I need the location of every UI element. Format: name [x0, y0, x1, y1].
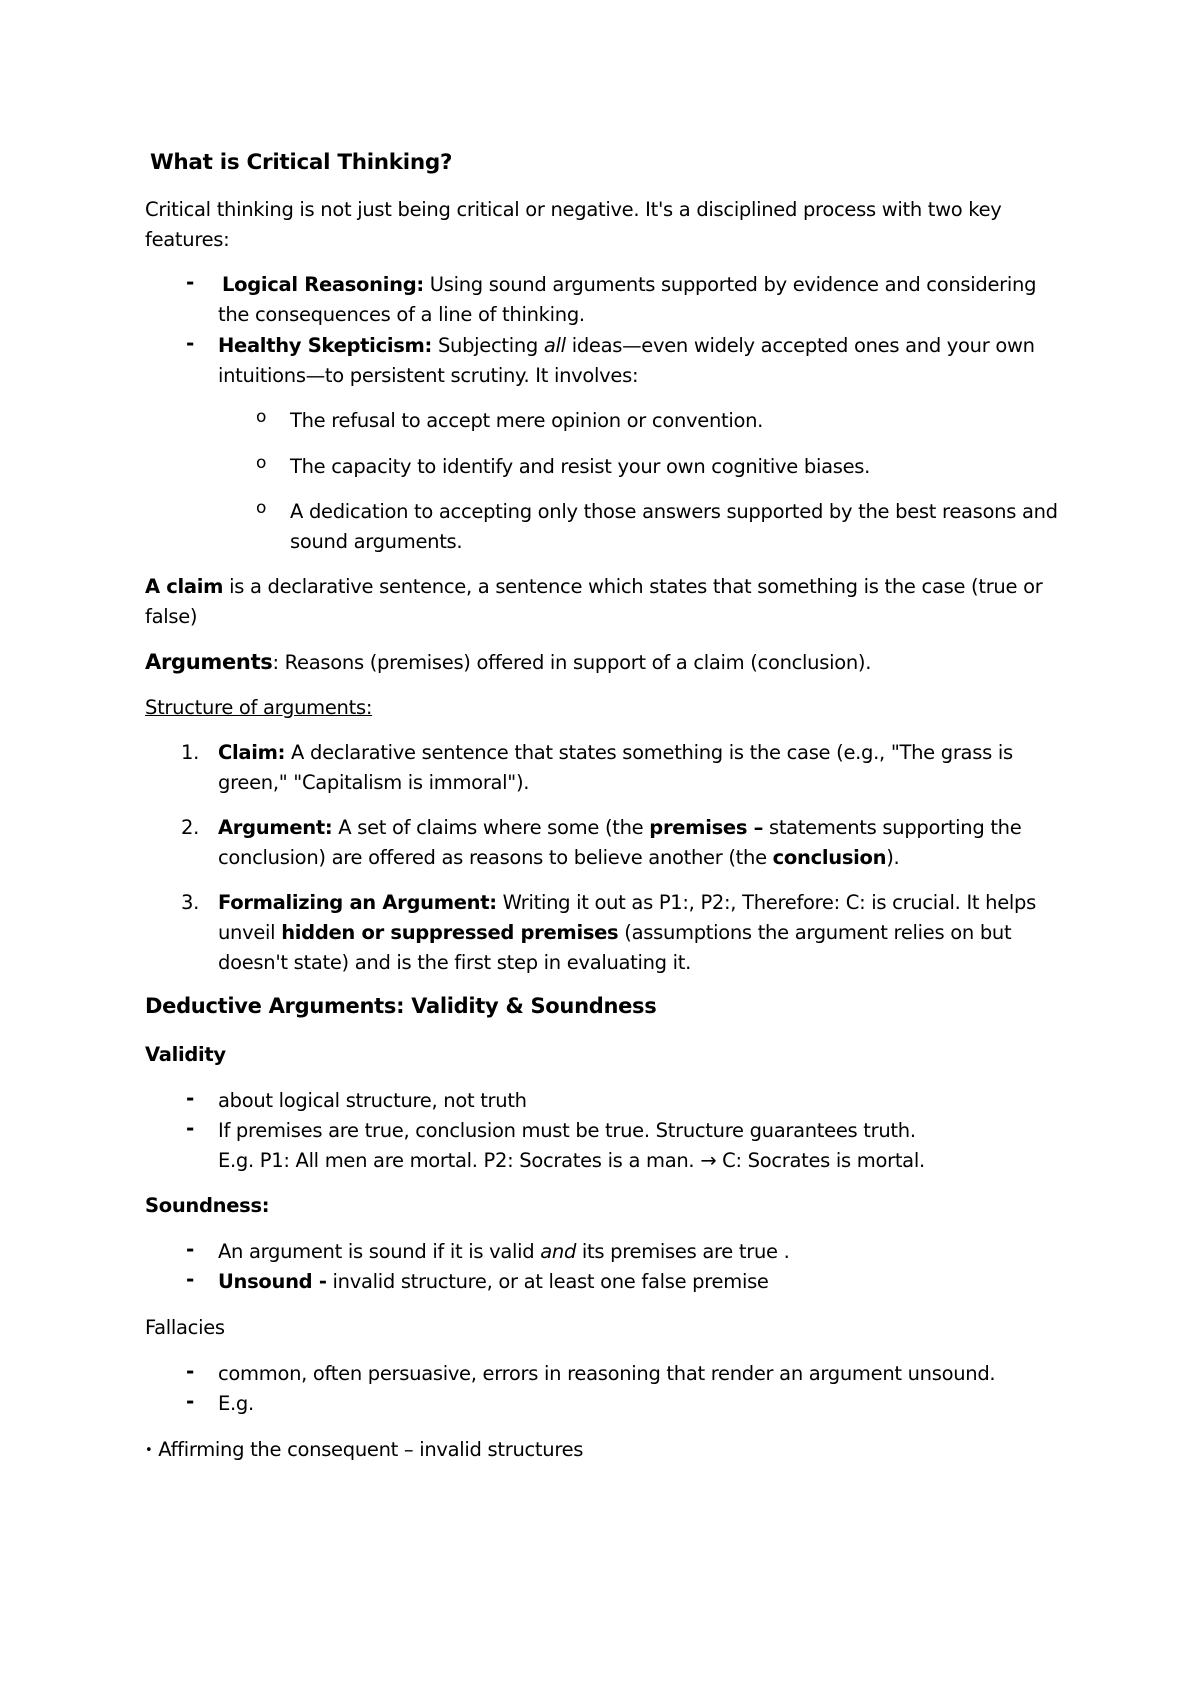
structure-claim-line-2: green," "Capitalism is immoral").	[218, 771, 530, 794]
premises-term: premises –	[649, 816, 764, 839]
claim-term: A claim	[145, 575, 224, 598]
feature-term: Logical Reasoning:	[222, 273, 424, 296]
feature-text: ideas—even widely accepted ones and your own	[565, 334, 1035, 357]
soundness-heading: Soundness:	[145, 1194, 270, 1217]
validity-item: about logical structure, not truth	[218, 1089, 527, 1112]
bullet-circle: o	[256, 453, 267, 473]
fallacies-item: E.g.	[218, 1392, 254, 1415]
soundness-item	[218, 1267, 769, 1297]
bullet-dash: -	[186, 1267, 195, 1291]
claim-definition-line-2: false)	[145, 605, 198, 628]
soundness-text: its premises are true .	[576, 1240, 790, 1263]
bullet-diamond: •	[145, 1443, 153, 1458]
structure-heading: Structure of arguments:	[145, 696, 373, 719]
bullet-dash: -	[186, 1389, 195, 1413]
emphasis-and: and	[540, 1240, 577, 1263]
validity-example: E.g. P1: All men are mortal. P2: Socrates is a man. → C: Socrates is mortal.	[218, 1149, 925, 1172]
bullet-dash: -	[186, 1086, 195, 1110]
validity-heading: Validity	[145, 1043, 226, 1066]
soundness-text: An argument is sound if it is valid	[218, 1240, 541, 1263]
feature-text-line-2: intuitions—to persistent scrutiny. It involves:	[218, 364, 639, 387]
feature-text-line-2: the consequences of a line of thinking.	[218, 303, 585, 326]
structure-argument	[218, 813, 1021, 843]
structure-text: statements supporting the	[763, 816, 1022, 839]
involves-item: The capacity to identify and resist your own cognitive biases.	[290, 455, 871, 478]
structure-term: Claim:	[218, 741, 286, 764]
bullet-circle: o	[256, 498, 267, 518]
unsound-term: Unsound -	[218, 1270, 327, 1293]
intro-line-1: Critical thinking is not just being critical or negative. It's a disciplined process with two key	[145, 198, 1002, 221]
feature-term: Healthy Skepticism:	[218, 334, 433, 357]
bullet-dash: -	[186, 1359, 195, 1383]
intro-line-2: features:	[145, 228, 230, 251]
bullet-dash: -	[186, 270, 195, 294]
structure-term: Formalizing an Argument:	[218, 891, 497, 914]
fallacies-item: common, often persuasive, errors in reasoning that render an argument unsound.	[218, 1362, 996, 1385]
list-number: 2.	[181, 816, 200, 839]
fallacies-heading: Fallacies	[145, 1316, 225, 1339]
feature-healthy-skepticism	[218, 331, 1035, 361]
affirming-text: Affirming the consequent – invalid structures	[152, 1438, 584, 1461]
arguments-text: : Reasons (premises) offered in support of a claim (conclusion).	[272, 651, 872, 674]
structure-argument-line-2	[218, 843, 899, 873]
structure-formalizing	[218, 888, 1036, 918]
bullet-dash: -	[186, 1116, 195, 1140]
bullet-circle: o	[256, 407, 267, 427]
bullet-dash: -	[186, 331, 195, 355]
soundness-text: invalid structure, or at least one false premise	[326, 1270, 769, 1293]
structure-text: Writing it out as P1:, P2:, Therefore: C: is crucial. It helps	[496, 891, 1036, 914]
arguments-term: Arguments	[145, 650, 273, 674]
structure-claim	[218, 738, 1013, 768]
structure-text: conclusion) are offered as reasons to believe another (the	[218, 846, 773, 869]
structure-formalizing-line-3: doesn't state) and is the first step in evaluating it.	[218, 951, 692, 974]
bullet-dash: -	[186, 1237, 195, 1261]
claim-text: is a declarative sentence, a sentence which states that something is the case (true or	[223, 575, 1043, 598]
feature-logical-reasoning	[222, 270, 1036, 300]
structure-text: A declarative sentence that states something is the case (e.g., "The grass is	[285, 741, 1013, 764]
involves-item: The refusal to accept mere opinion or convention.	[290, 409, 764, 432]
structure-text: unveil	[218, 921, 282, 944]
claim-definition	[145, 572, 1042, 602]
structure-term: Argument:	[218, 816, 333, 839]
affirming-consequent	[145, 1435, 583, 1466]
structure-text: ).	[886, 846, 900, 869]
structure-text: (assumptions the argument relies on but	[618, 921, 1012, 944]
list-number: 3.	[181, 891, 200, 914]
hidden-premises-term: hidden or suppressed premises	[281, 921, 619, 944]
conclusion-term: conclusion	[772, 846, 887, 869]
list-number: 1.	[181, 741, 200, 764]
involves-item: A dedication to accepting only those answers supported by the best reasons and	[290, 500, 1058, 523]
validity-item: If premises are true, conclusion must be true. Structure guarantees truth.	[218, 1119, 916, 1142]
emphasis-all: all	[543, 334, 566, 357]
feature-text: Subjecting	[432, 334, 544, 357]
structure-formalizing-line-2	[218, 918, 1011, 948]
soundness-item	[218, 1237, 790, 1267]
arguments-definition	[145, 647, 871, 678]
feature-text: Using sound arguments supported by evidence and considering	[423, 273, 1037, 296]
page-title: What is Critical Thinking?	[150, 150, 453, 175]
deductive-heading: Deductive Arguments: Validity & Soundness	[145, 994, 657, 1018]
structure-text: A set of claims where some (the	[332, 816, 650, 839]
involves-item-line-2: sound arguments.	[290, 530, 463, 553]
